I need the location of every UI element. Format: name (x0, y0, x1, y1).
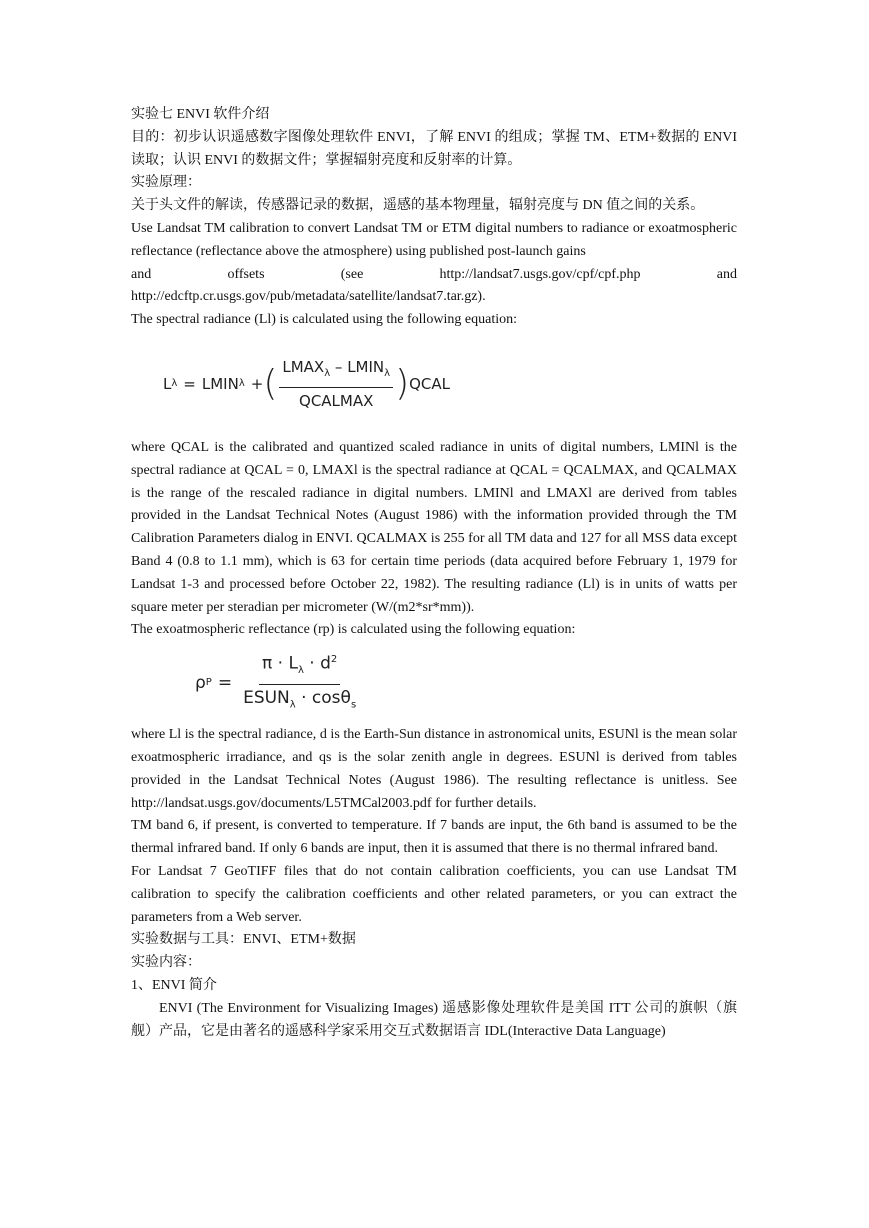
eq1-lhs-sub: λ (171, 378, 178, 390)
eq1-qcal: QCAL (409, 375, 451, 394)
eq2-denominator (240, 685, 359, 717)
eq1-fraction (279, 356, 393, 414)
eq2-numerator (259, 649, 340, 686)
eq2-lhs: ρ (195, 672, 206, 693)
eq2-dot-3: · (301, 688, 307, 709)
eq1-lmax: LMAX (282, 357, 325, 376)
eq1-lhs: L (163, 375, 172, 394)
eq2-d: d (320, 653, 331, 674)
principle-intro: 关于头文件的解读，传感器记录的数据，遥感的基本物理量，辐射亮度与 DN 值之间的关系。 (131, 198, 705, 214)
eq2-lhs-sub: P (205, 676, 212, 688)
calibration-paragraph: Use Landsat TM calibration to convert Landsat TM or ETM digital numbers to radiance or exoatmospheric reflectance (reflectance above the atmosphere) using published post-launch gains (131, 220, 737, 259)
eq2-esun-sub: λ (289, 699, 296, 711)
eq1-numerator (279, 356, 393, 389)
section-1-heading: 1、ENVI 简介 (131, 977, 217, 993)
reflectance-equation (131, 642, 737, 724)
geotiff-paragraph: For Landsat 7 GeoTIFF files that do not contain calibration coefficients, you can use Landsat TM calibration to specify the calibration coefficients and other related parameters, or you can extract the parameters from a Web server. (131, 863, 737, 925)
eq1-right-paren: ) (395, 363, 410, 405)
eq2-l-sub: λ (297, 664, 304, 676)
eq1-lmin-num-sub: λ (384, 367, 391, 379)
eq1-minus: – (334, 357, 343, 376)
calibration-links-line: and offsets (see http://landsat7.usgs.gov/cpf/cpf.php and (131, 266, 737, 282)
purpose-paragraph: 目的：初步认识遥感数字图像处理软件 ENVI，了解 ENVI 的组成；掌握 TM、ETM+数据的 ENVI 读取；认识 ENVI 的数据文件；掌握辐射亮度和反射率的计算。 (131, 129, 737, 168)
eq1-equals: = (183, 375, 196, 394)
band6-paragraph: TM band 6, if present, is converted to temperature. If 7 bands are input, the 6th band is assumed to be the thermal infrared band. If only 6 bands are input, then it is assumed that there is no thermal infrared band. (131, 818, 737, 857)
eq2-pi: π (261, 653, 273, 674)
content-heading: 实验内容： (131, 955, 201, 971)
eq1-lmin-sub: λ (238, 378, 245, 390)
eq2-cos: cosθ (311, 688, 351, 709)
radiance-intro: The spectral radiance (Ll) is calculated using the following equation: (131, 312, 518, 328)
eq2-l: L (288, 653, 298, 674)
radiance-equation (131, 332, 737, 437)
eq1-denominator: QCALMAX (299, 392, 374, 411)
eq2-fraction (240, 649, 359, 718)
document-page (131, 104, 737, 1043)
experiment-title: 实验七 ENVI 软件介绍 (131, 107, 270, 122)
eq2-dot-1: · (277, 653, 284, 674)
eq2-cos-sub: s (350, 699, 357, 711)
eq1-lmin: LMIN (201, 375, 239, 394)
eq1-lmax-sub: λ (324, 367, 331, 379)
eq1-left-paren: ( (263, 363, 278, 405)
reflectance-intro: The exoatmospheric reflectance (rp) is calculated using the following equation: (131, 622, 576, 638)
eq1-lmin-num: LMIN (347, 357, 385, 376)
eq2-d-sup: 2 (330, 653, 338, 665)
envi-intro-paragraph: ENVI (The Environment for Visualizing Images) 遥感影像处理软件是美国 ITT 公司的旗帜（旗舰）产品，它是由著名的遥感科学家采用交互式数据语言 IDL(Interactive Data Language) (131, 1000, 737, 1039)
radiance-explanation: where QCAL is the calibrated and quantized scaled radiance in units of digital numbers, LMINl is the spectral radiance at QCAL = 0, LMAXl is the spectral radiance at QCAL = QCALMAX, and QCALMAX is the range of the rescaled radiance in digital numbers. LMINl and LMAXl are derived from tables provided in the Landsat Technical Notes (August 1986) with the information provided through the TM Calibration Parameters dialog in ENVI. QCALMAX is 255 for all TM data and 127 for all MSS data except Band 4 (0.8 to 1.1 mm), which is 63 for certain time periods (data acquired before February 1, 1979 for Landsat 1-3 and processed before October 22, 1982). The resulting radiance (Ll) is in units of watts per square meter per steradian per micrometer (W/(m2*sr*mm)). (131, 439, 737, 615)
principle-heading: 实验原理： (131, 175, 201, 191)
calibration-link-end: http://edcftp.cr.usgs.gov/pub/metadata/satellite/landsat7.tar.gz). (131, 289, 486, 305)
data-tools-line: 实验数据与工具：ENVI、ETM+数据 (131, 932, 356, 948)
eq2-equals: = (217, 672, 233, 693)
eq2-dot-2: · (309, 653, 315, 674)
eq1-plus: + (250, 375, 264, 394)
eq2-esun: ESUN (243, 688, 290, 709)
reflectance-explanation: where Ll is the spectral radiance, d is the Earth-Sun distance in astronomical units, ESUNl is the mean solar exoatmospheric irradiance, and qs is the solar zenith angle in degrees. ESUNl is derived from tables provided in the Landsat Technical Notes (August 1986). The resulting reflectance is unitless. See http://landsat.usgs.gov/documents/L5TMCal2003.pdf for further details. (131, 727, 737, 811)
